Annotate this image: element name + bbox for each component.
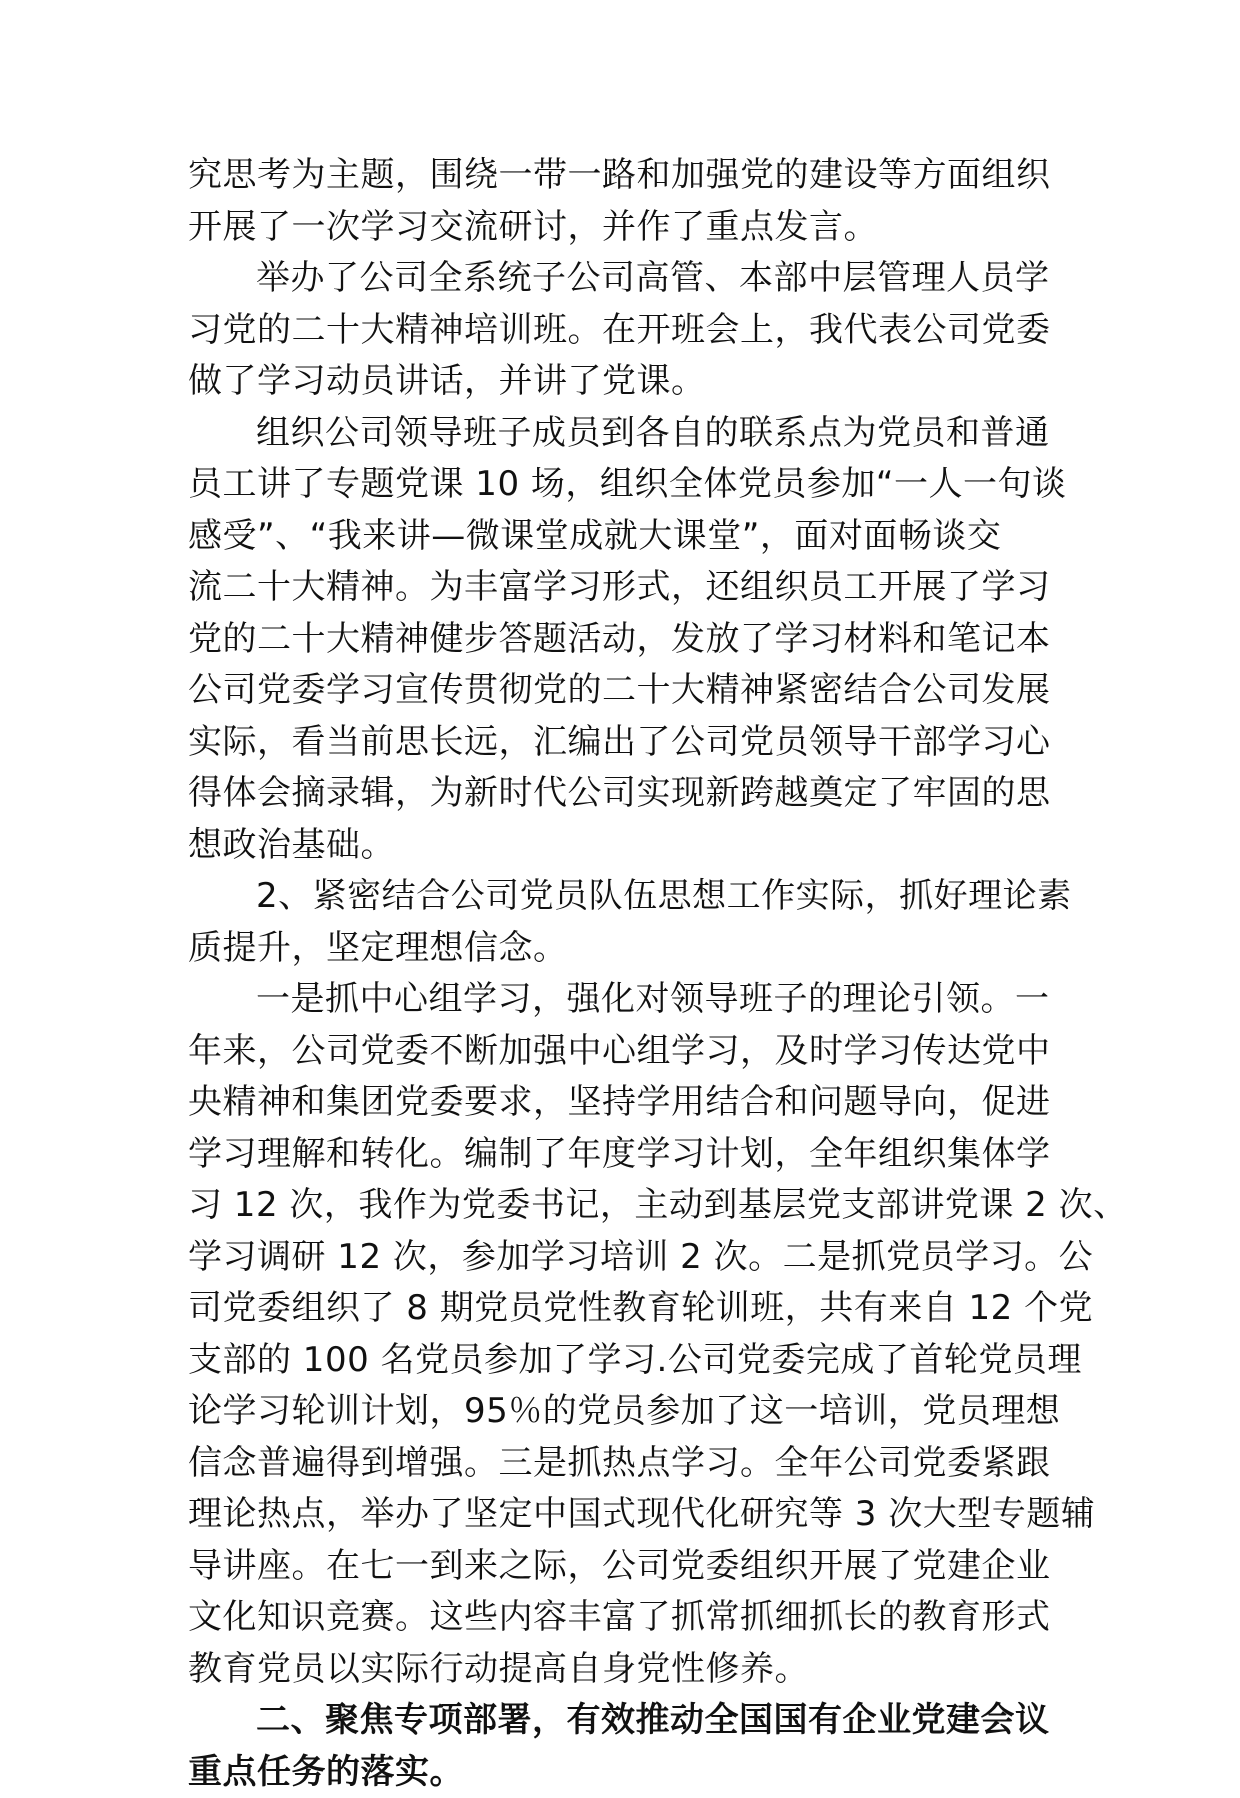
text-line: 公司党委学习宣传贯彻党的二十大精神紧密结合公司发展 — [188, 665, 1063, 717]
text-line: 得体会摘录辑，为新时代公司实现新跨越奠定了牢固的思 — [188, 768, 1063, 820]
text-line: 文化知识竞赛。这些内容丰富了抓常抓细抓长的教育形式 — [188, 1592, 1063, 1644]
text-line: 教育党员以实际行动提高自身党性修养。 — [188, 1644, 1063, 1696]
text-line: 想政治基础。 — [188, 820, 1063, 872]
text-line: 理论热点，举办了坚定中国式现代化研究等 3 次大型专题辅 — [188, 1489, 1063, 1541]
paragraph — [188, 408, 1063, 872]
text-line: 学习理解和转化。编制了年度学习计划，全年组织集体学 — [188, 1129, 1063, 1181]
text-line: 习党的二十大精神培训班。在开班会上，我代表公司党委 — [188, 305, 1063, 357]
text-line: 司党委组织了 8 期党员党性教育轮训班，共有来自 12 个党 — [188, 1283, 1063, 1335]
text-line: 实际，看当前思长远，汇编出了公司党员领导干部学习心 — [188, 717, 1063, 769]
text-line: 组织公司领导班子成员到各自的联系点为党员和普通 — [188, 408, 1063, 460]
text-line: 论学习轮训计划，95％的党员参加了这一培训，党员理想 — [188, 1386, 1063, 1438]
text-line: 年来，公司党委不断加强中心组学习，及时学习传达党中 — [188, 1026, 1063, 1078]
text-line: 流二十大精神。为丰富学习形式，还组织员工开展了学习 — [188, 562, 1063, 614]
text-line: 导讲座。在七一到来之际，公司党委组织开展了党建企业 — [188, 1541, 1063, 1593]
text-line: 一是抓中心组学习，强化对领导班子的理论引领。一 — [188, 974, 1063, 1026]
text-line: 质提升，坚定理想信念。 — [188, 923, 1063, 975]
text-line: 支部的 100 名党员参加了学习.公司党委完成了首轮党员理 — [188, 1335, 1063, 1387]
text-line: 党的二十大精神健步答题活动，发放了学习材料和笔记本 — [188, 614, 1063, 666]
text-line: 开展了一次学习交流研讨，并作了重点发言。 — [188, 202, 1063, 254]
text-line: 究思考为主题，围绕一带一路和加强党的建设等方面组织 — [188, 150, 1063, 202]
paragraph — [188, 974, 1063, 1695]
paragraph — [188, 871, 1063, 974]
paragraph — [188, 150, 1063, 253]
text-line: 感受”、“我来讲—微课堂成就大课堂”，面对面畅谈交 — [188, 511, 1063, 563]
text-line: 2、紧密结合公司党员队伍思想工作实际，抓好理论素 — [188, 871, 1063, 923]
text-line: 央精神和集团党委要求，坚持学用结合和问题导向，促进 — [188, 1077, 1063, 1129]
paragraph — [188, 253, 1063, 408]
section-heading — [188, 1695, 1063, 1798]
text-line: 重点任务的落实。 — [188, 1747, 1063, 1798]
text-line: 二、聚焦专项部署，有效推动全国国有企业党建会议 — [188, 1695, 1063, 1747]
text-line: 举办了公司全系统子公司高管、本部中层管理人员学 — [188, 253, 1063, 305]
text-line: 做了学习动员讲话，并讲了党课。 — [188, 356, 1063, 408]
text-line: 学习调研 12 次，参加学习培训 2 次。二是抓党员学习。公 — [188, 1232, 1063, 1284]
text-line: 信念普遍得到增强。三是抓热点学习。全年公司党委紧跟 — [188, 1438, 1063, 1490]
text-line: 员工讲了专题党课 10 场，组织全体党员参加“一人一句谈 — [188, 459, 1063, 511]
document-body — [188, 150, 1063, 1798]
text-line: 习 12 次，我作为党委书记，主动到基层党支部讲党课 2 次、 — [188, 1180, 1063, 1232]
